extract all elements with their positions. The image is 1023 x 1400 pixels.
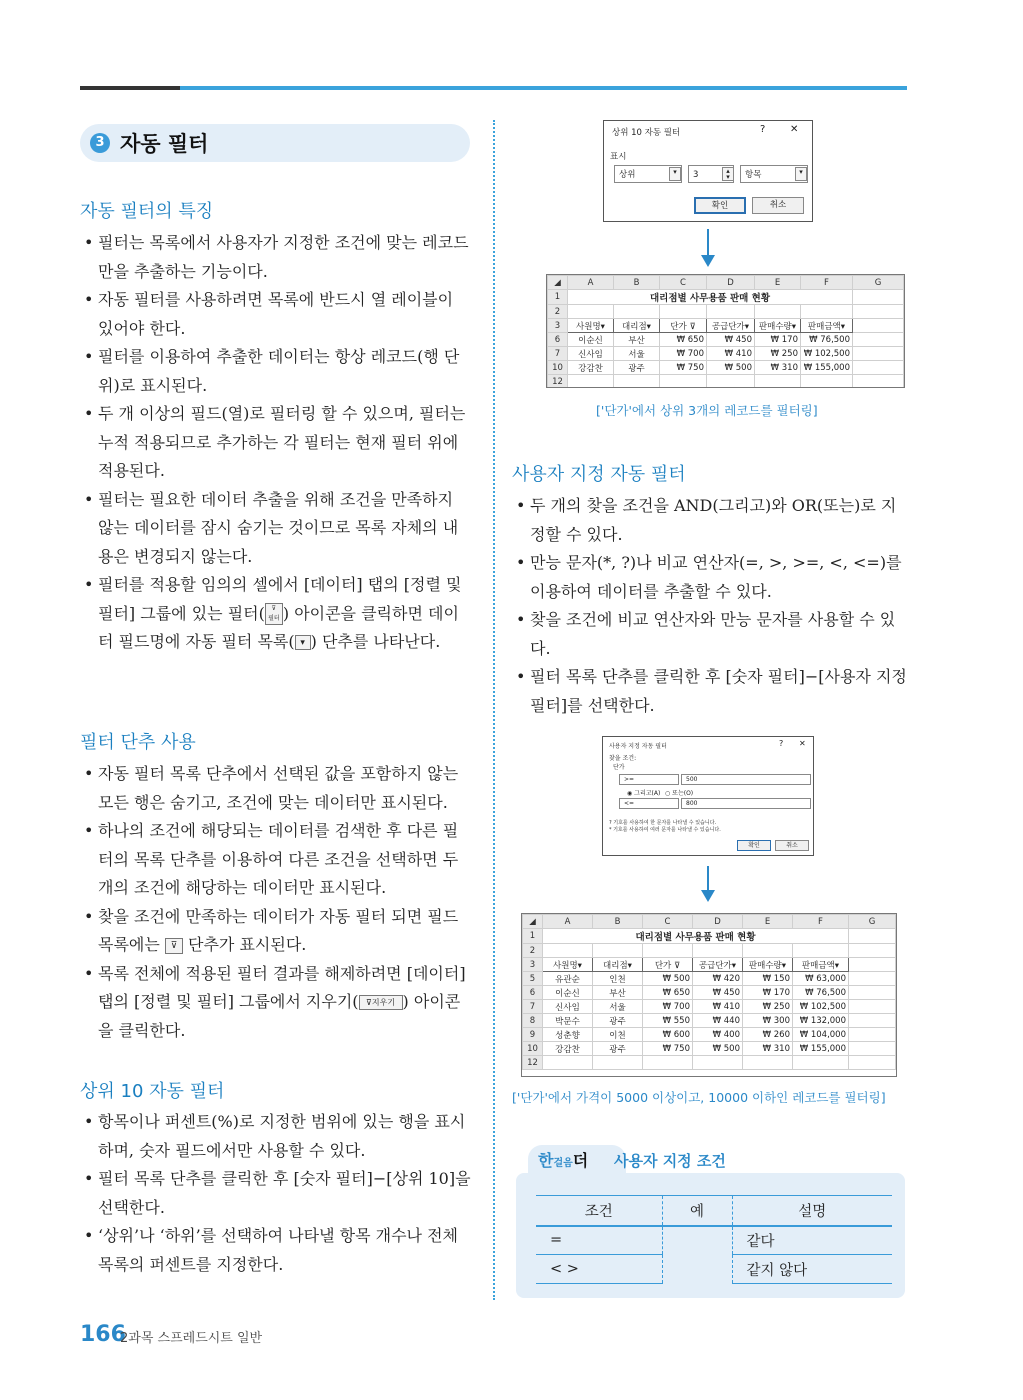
table-cell: ₩ 500 <box>707 361 755 375</box>
field-header-filtered[interactable]: 단가 ⊽ <box>660 319 707 333</box>
field-label: 단가 <box>613 764 625 771</box>
table-cell: ₩ 170 <box>743 986 793 1000</box>
table-row: < > 같지 않다 <box>536 1255 892 1284</box>
spinner-arrows-icon[interactable]: ▴ ▾ <box>722 167 734 181</box>
list-item: • 자동 필터를 사용하려면 목록에 반드시 열 레이블이 있어야 한다. <box>80 286 473 343</box>
table-cell: 5 <box>523 972 543 986</box>
operator2-select[interactable]: <= <box>619 798 679 809</box>
column-divider <box>493 120 495 1300</box>
table-cell <box>853 347 904 361</box>
table-cell: 6 <box>523 986 543 1000</box>
clear-filter-icon: ⊽지우기 <box>359 995 403 1010</box>
dropdown-arrow-icon: ▾ <box>295 635 311 650</box>
table-header: 예 <box>662 1196 732 1226</box>
close-icon[interactable]: ✕ <box>790 124 799 135</box>
result-sheet-range: ◢ A B C D E F G 1 대리점별 사무용품 판매 현황 2 3 사원명▾ 대리점▾ 단가 ⊽ 공급단가▾ 판매수량▾ 판매금액▾ 5 유관순 인천 ₩ 500 ₩ 420 ₩ 150 ₩ 63,000 6 이순신 부산 ₩ 650 ₩ 450 ₩ 170 ₩ 76,500 7 신사임 서울 ₩ 700 ₩ 410 ₩ 250 ₩ 102,500 8 박문수 광주 ₩ 550 ₩ 440 ₩ 300 ₩ 132,000 9 성춘향 이천 ₩ 600 ₩ 400 ₩ 260 ₩ 104,000 10 강감찬 광주 ₩ 750 ₩ 500 ₩ 310 ₩ 155,000 12 <box>521 913 897 1077</box>
table-row <box>523 1042 896 1056</box>
table-cell: 강감찬 <box>568 361 614 375</box>
table-cell: 이순신 <box>568 333 614 347</box>
count-spinner[interactable]: 3 <box>688 165 734 183</box>
sheet-title: 대리점별 사무용품 판매 현황 <box>568 290 853 305</box>
features-heading: 자동 필터의 특징 <box>80 201 214 222</box>
list-item: • 두 개의 찾을 조건을 AND(그리고)와 OR(또는)로 지정할 수 있다. <box>512 492 907 549</box>
table-header: 조건 <box>536 1196 662 1226</box>
hint-text: * 기호를 사용하여 여러 문자를 나타낼 수 있습니다. <box>609 827 721 833</box>
or-radio[interactable]: ○ 또는(O) <box>665 790 694 797</box>
table-row <box>548 333 904 347</box>
field-header[interactable]: 판매수량▾ <box>755 319 801 333</box>
filter-icon: ⊽ 필터 <box>265 603 283 625</box>
section-number: 3 <box>90 133 110 153</box>
list-item: • 찾을 조건에 비교 연산자와 만능 문자를 사용할 수 있다. <box>512 606 907 663</box>
table-cell: 인천 <box>593 972 643 986</box>
table-cell: ₩ 150 <box>743 972 793 986</box>
col-header: D <box>707 276 755 290</box>
table-cell: ₩ 102,500 <box>801 347 853 361</box>
item-text: ) 단추를 나타난다. <box>310 632 441 651</box>
help-icon[interactable]: ? <box>760 124 766 135</box>
cancel-button[interactable]: 취소 <box>752 197 804 214</box>
table-cell: ₩ 410 <box>693 1000 743 1014</box>
value2-input[interactable]: 800 <box>681 798 811 809</box>
top10-list <box>80 1108 473 1279</box>
list-item: • 하나의 조건에 해당되는 데이터를 검색한 후 다른 필터의 목록 단추를 이용하여 다른 조건을 선택하면 두 개의 조건에 해당하는 데이터만 표시된다. <box>80 817 473 903</box>
table-cell: 서울 <box>593 1000 643 1014</box>
tip-badge: 한걸음더 <box>538 1151 589 1170</box>
col-header: C <box>660 276 707 290</box>
table-cell: 6 <box>548 333 568 347</box>
sheet-title: 대리점별 사무용품 판매 현황 <box>543 929 849 944</box>
field-header[interactable]: 사원명▾ <box>568 319 614 333</box>
show-label: 표시 <box>610 152 627 162</box>
and-radio[interactable]: ◉ 그리고(A) <box>627 790 661 797</box>
table-cell: 서울 <box>614 347 660 361</box>
table-cell: 박문수 <box>543 1014 593 1028</box>
list-item: • 필터 목록 단추를 클릭한 후 [숫자 필터]−[사용자 지정 필터]를 선택한다. <box>512 663 907 720</box>
table-cell: ₩ 76,500 <box>801 333 853 347</box>
col-header: G <box>853 276 904 290</box>
table-cell: 신사임 <box>568 347 614 361</box>
page-number: 166 <box>80 1322 126 1347</box>
table-cell: 10 <box>523 1042 543 1056</box>
dialog-title: 사용자 지정 자동 필터 <box>609 743 667 750</box>
table-cell: 광주 <box>614 361 660 375</box>
table-cell <box>849 1028 896 1042</box>
table-cell: ₩ 450 <box>707 333 755 347</box>
table-cell: 부산 <box>593 986 643 1000</box>
table-cell: 유관순 <box>543 972 593 986</box>
table-row: = 같다 <box>536 1226 892 1255</box>
col-header: B <box>614 276 660 290</box>
table-cell: 이순신 <box>543 986 593 1000</box>
table-cell: ₩ 300 <box>743 1014 793 1028</box>
item-text: ) 아이콘을 클릭하면 데이터 필드명에 자동 필터 목록( <box>98 603 459 651</box>
custom-filter-dialog <box>602 736 814 856</box>
features-list <box>80 229 473 657</box>
caption-range: ['단가'에서 가격이 5000 이상이고, 10000 이하인 레코드를 필터링] <box>512 1090 886 1105</box>
table-cell: ₩ 450 <box>693 986 743 1000</box>
table-cell: ₩ 700 <box>660 347 707 361</box>
field-header[interactable]: 판매금액▾ <box>793 958 849 972</box>
list-item: • 항목이나 퍼센트(%)로 지정한 범위에 있는 행을 표시하며, 숫자 필드에서만 사용할 수 있다. <box>80 1108 473 1165</box>
table-cell: 9 <box>523 1028 543 1042</box>
value1-input[interactable]: 500 <box>681 774 811 785</box>
table-cell: ₩ 700 <box>643 1000 693 1014</box>
field-header-filtered[interactable]: 단가 ⊽ <box>643 958 693 972</box>
table-cell: ₩ 155,000 <box>801 361 853 375</box>
list-item: • 목록 전체에 적용된 필터 결과를 해제하려면 [데이터] 탭의 [정렬 및 필터] 그룹에서 지우기( ⊽지우기 ) 아이콘을 클릭한다. <box>80 960 473 1046</box>
table-cell: 광주 <box>593 1042 643 1056</box>
table-cell <box>849 1000 896 1014</box>
table-cell: ₩ 400 <box>693 1028 743 1042</box>
footer-text: 2과목 스프레드시트 일반 <box>120 1331 263 1346</box>
table-cell: ₩ 132,000 <box>793 1014 849 1028</box>
table-cell: 광주 <box>593 1014 643 1028</box>
top-bottom-select[interactable]: 상위 <box>614 165 682 183</box>
table-row <box>523 1014 896 1028</box>
table-cell: ₩ 76,500 <box>793 986 849 1000</box>
arrow-down-icon <box>707 866 709 892</box>
col-header: E <box>755 276 801 290</box>
custom-list <box>512 492 907 720</box>
caption-top3: ['단가'에서 상위 3개의 레코드를 필터링] <box>596 403 818 418</box>
list-item: • ‘상위’나 ‘하위’를 선택하여 나타낼 항목 개수나 전체 목록의 퍼센트를 지정한다. <box>80 1222 473 1279</box>
table-cell <box>849 1014 896 1028</box>
col-header: F <box>801 276 853 290</box>
top10-heading: 상위 10 자동 필터 <box>80 1081 225 1102</box>
list-item: • 두 개 이상의 필드(열)로 필터링 할 수 있으며, 필터는 누적 적용되므로 추가하는 각 필터는 현재 필터 위에 적용된다. <box>80 400 473 486</box>
table-cell: ₩ 750 <box>643 1042 693 1056</box>
table-cell: ₩ 750 <box>660 361 707 375</box>
field-header[interactable]: 공급단가▾ <box>707 319 755 333</box>
table-cell: 8 <box>523 1014 543 1028</box>
table-row <box>523 972 896 986</box>
field-header[interactable]: 판매금액▾ <box>801 319 853 333</box>
corner-cell: ◢ <box>523 915 543 929</box>
ok-button[interactable]: 확인 <box>737 840 771 851</box>
field-header[interactable]: 공급단가▾ <box>693 958 743 972</box>
table-cell <box>853 333 904 347</box>
table-cell: ₩ 310 <box>755 361 801 375</box>
list-item: • 필터 목록 단추를 클릭한 후 [숫자 필터]−[상위 10]을 선택한다. <box>80 1165 473 1222</box>
tip-title: 사용자 지정 조건 <box>614 1152 726 1170</box>
list-item: • 자동 필터 목록 단추에서 선택된 값을 포함하지 않는 모든 행은 숨기고, 조건에 맞는 데이터만 표시된다. <box>80 760 473 817</box>
table-cell: ₩ 250 <box>755 347 801 361</box>
table-row <box>523 986 896 1000</box>
arrow-down-icon <box>707 229 709 257</box>
top-rule-blue <box>180 86 907 90</box>
table-cell: 7 <box>548 347 568 361</box>
dialog-title: 상위 10 자동 필터 <box>612 128 681 138</box>
table-cell: ₩ 260 <box>743 1028 793 1042</box>
table-cell: 강감찬 <box>543 1042 593 1056</box>
ok-button[interactable]: 확인 <box>694 197 746 214</box>
table-cell: ₩ 550 <box>643 1014 693 1028</box>
table-cell: 10 <box>548 361 568 375</box>
list-item: • 필터는 목록에서 사용자가 지정한 조건에 맞는 레코드만을 추출하는 기능이다. <box>80 229 473 286</box>
operator1-select[interactable]: >= <box>619 774 679 785</box>
list-item: • 찾을 조건에 만족하는 데이터가 자동 필터 되면 필드 목록에는 ⊽ 단추가 표시된다. <box>80 903 473 960</box>
table-cell: ₩ 410 <box>707 347 755 361</box>
custom-heading: 사용자 지정 자동 필터 <box>512 464 686 485</box>
table-header: 설명 <box>732 1196 892 1226</box>
top10-dialog <box>603 120 813 222</box>
table-cell: ₩ 104,000 <box>793 1028 849 1042</box>
table-cell: 부산 <box>614 333 660 347</box>
table-cell: ₩ 170 <box>755 333 801 347</box>
table-cell: ₩ 600 <box>643 1028 693 1042</box>
table-cell: ₩ 440 <box>693 1014 743 1028</box>
field-header[interactable]: 사원명▾ <box>543 958 593 972</box>
chevron-down-icon[interactable]: ▾ <box>669 167 681 181</box>
item-percent-select[interactable]: 항목 <box>740 165 808 183</box>
list-item: • 만능 문자(*, ?)나 비교 연산자(=, >, >=, <, <=)를 이용하여 데이터를 추출할 수 있다. <box>512 549 907 606</box>
list-item: • 필터를 이용하여 추출한 데이터는 항상 레코드(행 단위)로 표시된다. <box>80 343 473 400</box>
table-cell: ₩ 250 <box>743 1000 793 1014</box>
table-cell <box>849 986 896 1000</box>
table-cell: 7 <box>523 1000 543 1014</box>
section-title: 자동 필터 <box>120 132 209 156</box>
item-text: 필터를 적용할 임의의 셀에서 [데이터] 탭의 [정렬 및 필터] 그룹에 있는 필터( <box>98 575 462 623</box>
table-cell <box>849 1042 896 1056</box>
table-row <box>523 1000 896 1014</box>
close-icon[interactable]: ✕ <box>799 739 806 748</box>
table-row <box>548 347 904 361</box>
table-cell: ₩ 420 <box>693 972 743 986</box>
table-cell: ₩ 310 <box>743 1042 793 1056</box>
table-cell: ₩ 155,000 <box>793 1042 849 1056</box>
button-use-heading: 필터 단추 사용 <box>80 732 196 753</box>
table-row <box>523 1028 896 1042</box>
filtered-dropdown-icon: ⊽ <box>165 938 183 954</box>
table-cell: ₩ 650 <box>660 333 707 347</box>
find-label: 찾을 조건: <box>609 755 637 762</box>
col-header: A <box>568 276 614 290</box>
chevron-down-icon[interactable]: ▾ <box>795 167 807 181</box>
field-header[interactable]: 대리점▾ <box>614 319 660 333</box>
table-cell <box>849 972 896 986</box>
button-use-list <box>80 760 473 1045</box>
table-cell: 신사임 <box>543 1000 593 1014</box>
result-sheet-top3: ◢ A B C D E F G 1 대리점별 사무용품 판매 현황 2 3 사원명▾ 대리점▾ 단가 ⊽ 공급단가▾ 판매수량▾ 판매금액▾ 6 이순신 부산 ₩ 650 ₩ 450 ₩ 170 ₩ 76,500 7 신사임 서울 ₩ 700 ₩ 410 ₩ 250 ₩ 102,500 10 강감찬 광주 ₩ 750 ₩ 500 ₩ 310 ₩ 155,000 12 <box>546 274 905 388</box>
table-cell: ₩ 500 <box>693 1042 743 1056</box>
help-icon[interactable]: ? <box>779 739 784 748</box>
list-item: • 필터는 필요한 데이터 추출을 위해 조건을 만족하지 않는 데이터를 잠시 숨기는 것이므로 목록 자체의 내용은 변경되지 않는다. <box>80 486 473 572</box>
corner-cell: ◢ <box>548 276 568 290</box>
field-header[interactable]: 판매수량▾ <box>743 958 793 972</box>
hint-text: ? 기호를 사용하여 한 문자를 나타낼 수 있습니다. <box>609 820 717 826</box>
table-cell: 이천 <box>593 1028 643 1042</box>
table-cell: 성춘향 <box>543 1028 593 1042</box>
table-row <box>548 361 904 375</box>
table-cell: ₩ 102,500 <box>793 1000 849 1014</box>
table-cell: ₩ 650 <box>643 986 693 1000</box>
table-cell: ₩ 63,000 <box>793 972 849 986</box>
list-item <box>80 571 473 657</box>
condition-table <box>536 1195 892 1284</box>
field-header[interactable]: 대리점▾ <box>593 958 643 972</box>
table-cell <box>853 361 904 375</box>
top-rule-dark <box>80 86 180 90</box>
cancel-button[interactable]: 취소 <box>775 840 809 851</box>
table-cell: ₩ 500 <box>643 972 693 986</box>
